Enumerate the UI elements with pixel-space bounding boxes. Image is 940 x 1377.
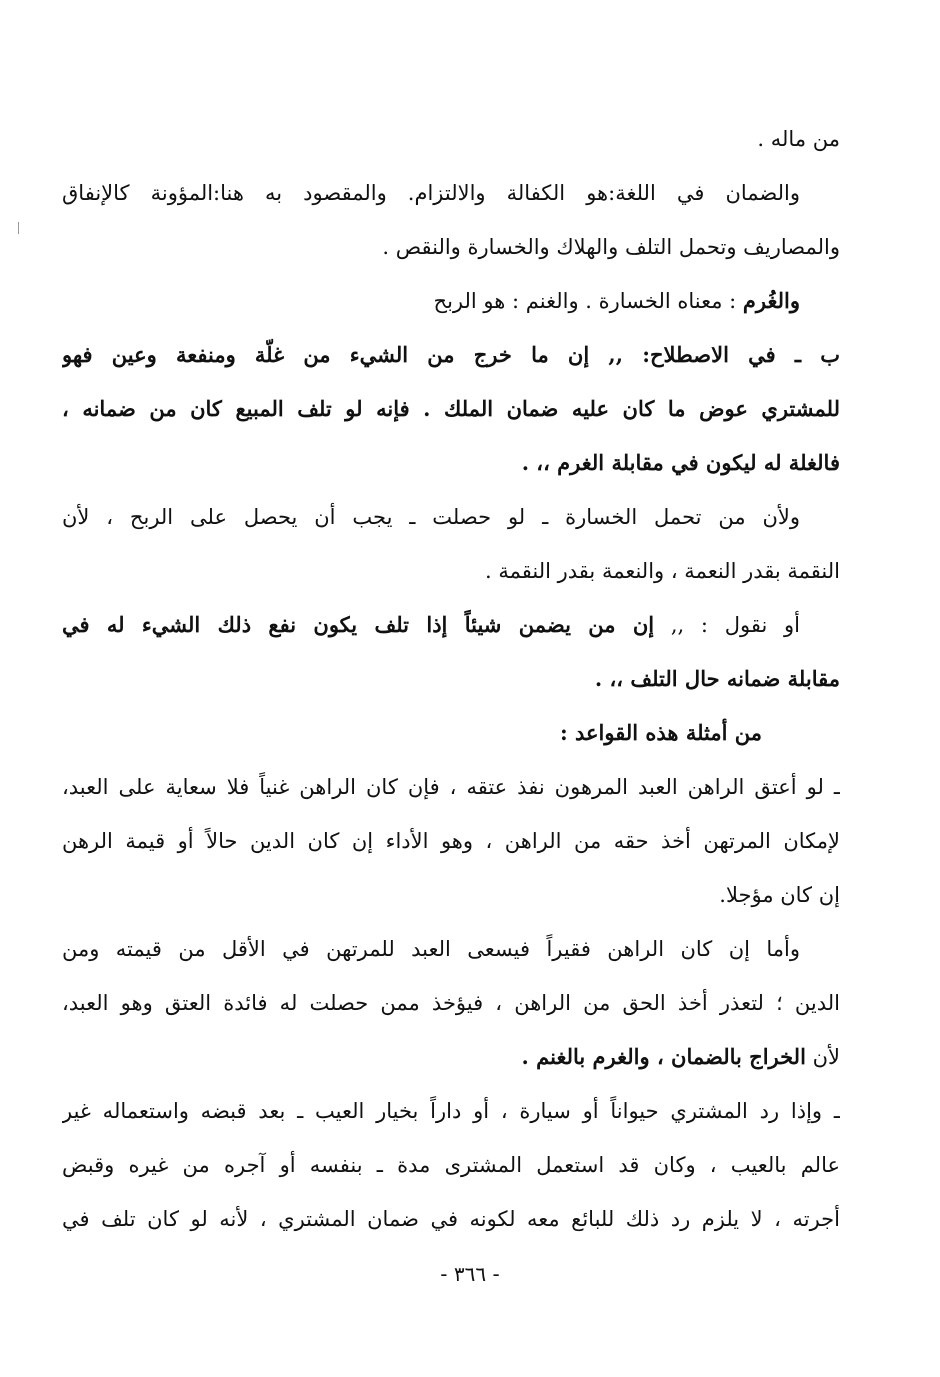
- page-number: - ٣٦٦ -: [440, 1262, 500, 1286]
- margin-mark: [18, 222, 19, 234]
- text-line-4: [62, 274, 840, 328]
- text-line-19: ـ وإذا رد المشتري حيواناً أو سيارة ، أو داراً بخيار العيب ـ بعد قبضه واستعماله غير: [62, 1099, 840, 1123]
- text-line-15: إن كان مؤجلا.: [719, 883, 840, 907]
- rule-prefix: لأن: [805, 1045, 840, 1069]
- text-line-13: ـ لو أعتق الراهن العبد المرهون نفذ عتقه ، فإن كان الراهن غنياً فلا سعاية على العبد،: [62, 775, 840, 799]
- text-line-20: عالم بالعيب ، وكان قد استعمل المشترى مدة ـ بنفسه أو آجره من غيره وقبض: [62, 1153, 840, 1177]
- rule-bold: الخراج بالضمان ، والغرم بالغنم .: [521, 1044, 806, 1069]
- term-ghurm-definition: : معناه الخسارة . والغنم : هو الربح: [433, 289, 743, 313]
- text-line-7: فالغلة له ليكون في مقابلة الغرم ،، .: [521, 450, 840, 475]
- section-heading: من أمثلة هذه القواعد :: [559, 720, 762, 745]
- text-line-17: الدين ؛ لتعذر أخذ الحق من الراهن ، فيؤخذ ممن حصلت له فائدة العتق وهو العبد،: [62, 991, 840, 1015]
- text-line-21: أجرته ، لا يلزم رد ذلك للبائع معه لكونه في ضمان المشتري ، لأنه لو كان تلف في: [62, 1207, 840, 1231]
- text-line-5: ب ـ في الاصطلاح: ,, إن ما خرج من الشيء من غلّة ومنفعة وعين فهو: [62, 342, 840, 367]
- text-line-10: [62, 598, 840, 652]
- text-line-11: مقابلة ضمانه حال التلف ،، .: [594, 666, 840, 691]
- document-page: [62, 112, 840, 1352]
- quote-bold: إن من يضمن شيئاً إذا تلف يكون نفع ذلك الشيء له في: [62, 612, 655, 637]
- text-line-2: والضمان في اللغة:هو الكفالة والالتزام. والمقصود به هنا:المؤونة كالإنفاق: [62, 181, 800, 205]
- text-line-16: وأما إن كان الراهن فقيراً فيسعى العبد للمرتهن في الأقل من قيمته ومن: [62, 937, 800, 961]
- quote-intro: أو نقول : ,,: [654, 613, 800, 637]
- term-ghurm: والغُرم: [742, 288, 800, 313]
- text-line-18: [62, 1030, 840, 1084]
- text-line-1: من ماله .: [757, 127, 840, 151]
- text-line-8: ولأن من تحمل الخسارة ـ لو حصلت ـ يجب أن يحصل على الربح ، لأن: [62, 505, 800, 529]
- text-line-6: للمشتري عوض ما كان عليه ضمان الملك . فإنه لو تلف المبيع كان من ضمانه ،: [62, 396, 840, 421]
- text-line-14: لإمكان المرتهن أخذ حقه من الراهن ، وهو الأداء إن كان الدين حالاً أو قيمة الرهن: [62, 829, 840, 853]
- text-line-9: النقمة بقدر النعمة ، والنعمة بقدر النقمة .: [485, 559, 840, 583]
- text-line-3: والمصاريف وتحمل التلف والهلاك والخسارة والنقص .: [382, 235, 840, 259]
